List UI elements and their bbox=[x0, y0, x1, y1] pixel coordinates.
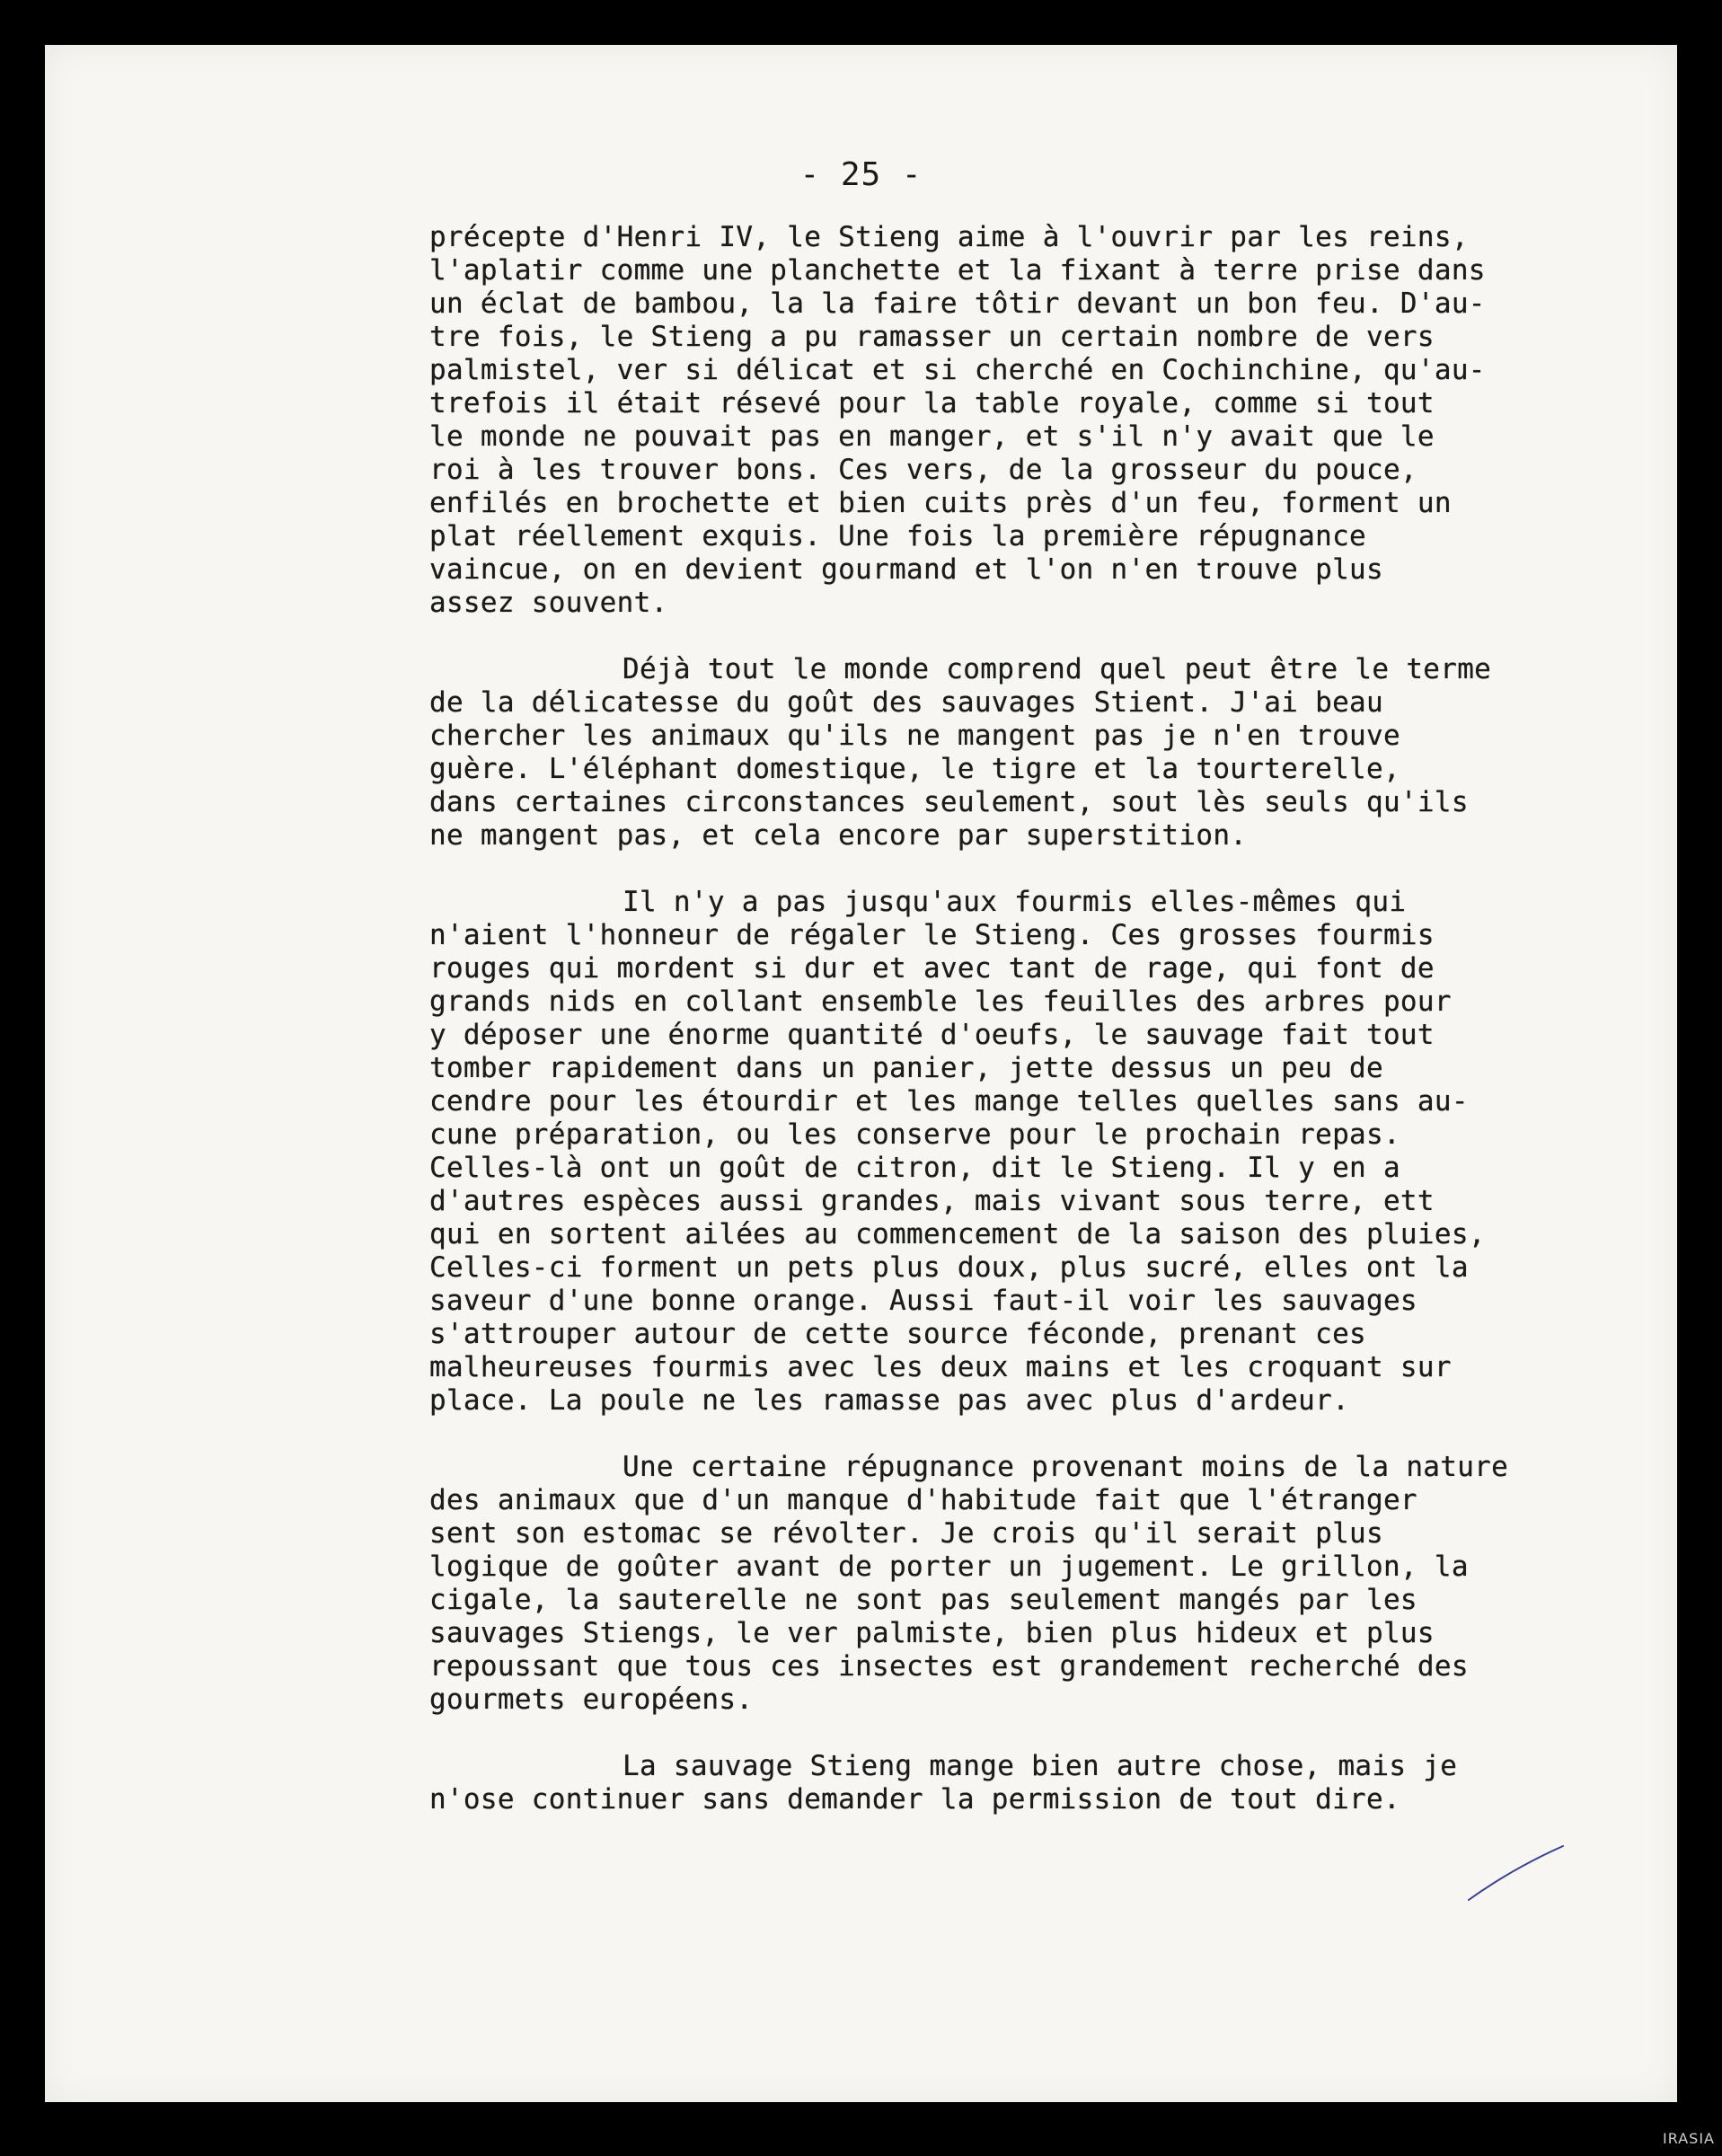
text-line: y déposer une énorme quantité d'oeufs, le sauvage fait tout bbox=[429, 1019, 1435, 1051]
text-line: tomber rapidement dans un panier, jette dessus un peu de bbox=[429, 1052, 1383, 1084]
text-line: de la délicatesse du goût des sauvages Stient. J'ai beau bbox=[429, 686, 1383, 719]
text-line: plat réellement exquis. Une fois la première répugnance bbox=[429, 520, 1366, 552]
text-line: n'ose continuer sans demander la permission de tout dire. bbox=[429, 1783, 1400, 1816]
text-line: Il n'y a pas jusqu'aux fourmis elles-mêmes qui bbox=[623, 886, 1407, 918]
text-line: ne mangent pas, et cela encore par superstition. bbox=[429, 819, 1248, 852]
document-page bbox=[45, 45, 1677, 2102]
text-line: tre fois, le Stieng a pu ramasser un certain nombre de vers bbox=[429, 321, 1435, 353]
text-line: cendre pour les étourdir et les mange telles quelles sans au- bbox=[429, 1085, 1469, 1118]
text-line: cigale, la sauterelle ne sont pas seulement mangés par les bbox=[429, 1584, 1417, 1616]
paragraph-4 bbox=[429, 1451, 1682, 1717]
text-line: dans certaines circonstances seulement, sout lès seuls qu'ils bbox=[429, 786, 1469, 818]
text-line: chercher les animaux qu'ils ne mangent pas je n'en trouve bbox=[429, 720, 1400, 752]
text-line: le monde ne pouvait pas en manger, et s'il n'y avait que le bbox=[429, 420, 1435, 453]
text-line: logique de goûter avant de porter un jugement. Le grillon, la bbox=[429, 1551, 1469, 1583]
text-line: Déjà tout le monde comprend quel peut être le terme bbox=[623, 653, 1492, 685]
paragraph-2 bbox=[429, 653, 1682, 853]
paragraph-3 bbox=[429, 886, 1682, 1418]
text-line: sauvages Stiengs, le ver palmiste, bien plus hideux et plus bbox=[429, 1617, 1435, 1649]
text-line: d'autres espèces aussi grandes, mais vivant sous terre, ett bbox=[429, 1185, 1435, 1217]
text-line: s'attrouper autour de cette source féconde, prenant ces bbox=[429, 1318, 1366, 1350]
text-line: des animaux que d'un manque d'habitude fait que l'étranger bbox=[429, 1484, 1417, 1516]
text-line: repoussant que tous ces insectes est grandement recherché des bbox=[429, 1650, 1469, 1683]
text-line: saveur d'une bonne orange. Aussi faut-il voir les sauvages bbox=[429, 1285, 1417, 1317]
text-line: roi à les trouver bons. Ces vers, de la grosseur du pouce, bbox=[429, 454, 1417, 486]
paragraph-1 bbox=[429, 221, 1682, 620]
text-line: n'aient l'honneur de régaler le Stieng. Ces grosses fourmis bbox=[429, 919, 1435, 951]
text-line: trefois il était résevé pour la table royale, comme si tout bbox=[429, 387, 1435, 420]
text-line: précepte d'Henri IV, le Stieng aime à l'ouvrir par les reins, bbox=[429, 221, 1469, 253]
paragraph-5 bbox=[429, 1750, 1682, 1816]
text-line: Une certaine répugnance provenant moins de la nature bbox=[623, 1451, 1509, 1483]
text-line: un éclat de bambou, la la faire tôtir devant un bon feu. D'au- bbox=[429, 287, 1486, 320]
watermark-label: IRASIA bbox=[1663, 2130, 1715, 2147]
text-line: l'aplatir comme une planchette et la fixant à terre prise dans bbox=[429, 254, 1486, 287]
text-line: qui en sortent ailées au commencement de la saison des pluies, bbox=[429, 1218, 1486, 1250]
document-body bbox=[429, 221, 1682, 1850]
text-line: assez souvent. bbox=[429, 587, 668, 619]
text-line: Celles-là ont un goût de citron, dit le Stieng. Il y en a bbox=[429, 1152, 1400, 1184]
text-line: La sauvage Stieng mange bien autre chose, mais je bbox=[623, 1750, 1458, 1782]
text-line: sent son estomac se révolter. Je crois qu'il serait plus bbox=[429, 1517, 1383, 1550]
text-line: guère. L'éléphant domestique, le tigre et la tourterelle, bbox=[429, 753, 1400, 785]
page-number: - 25 - bbox=[799, 156, 923, 193]
text-line: enfilés en brochette et bien cuits près d'un feu, forment un bbox=[429, 487, 1452, 519]
text-line: Celles-ci forment un pets plus doux, plus sucré, elles ont la bbox=[429, 1251, 1469, 1284]
pen-stroke-mark bbox=[1451, 1837, 1576, 1909]
text-line: palmistel, ver si délicat et si cherché en Cochinchine, qu'au- bbox=[429, 354, 1486, 386]
text-line: cune préparation, ou les conserve pour le prochain repas. bbox=[429, 1118, 1400, 1151]
text-line: rouges qui mordent si dur et avec tant de rage, qui font de bbox=[429, 952, 1435, 985]
text-line: malheureuses fourmis avec les deux mains et les croquant sur bbox=[429, 1351, 1452, 1383]
text-line: place. La poule ne les ramasse pas avec plus d'ardeur. bbox=[429, 1384, 1350, 1417]
text-line: vaincue, on en devient gourmand et l'on n'en trouve plus bbox=[429, 553, 1383, 586]
text-line: grands nids en collant ensemble les feuilles des arbres pour bbox=[429, 985, 1452, 1018]
text-line: gourmets européens. bbox=[429, 1683, 754, 1716]
